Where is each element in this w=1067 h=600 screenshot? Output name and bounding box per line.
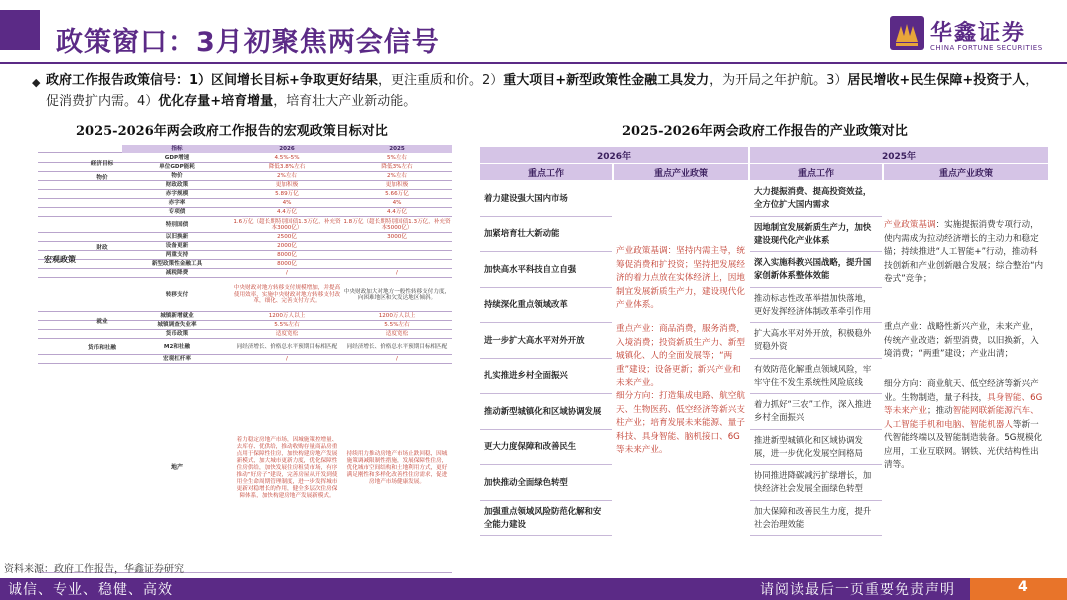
brand-logo: [890, 16, 1060, 56]
summary-point-2-bold: 重大项目+新型政策性金融工具发力: [503, 73, 710, 88]
value-2026: 1200万人以上: [268, 313, 306, 320]
indicator-name: 城镇调查失业率: [157, 322, 197, 329]
indicator-name: 专项债: [168, 209, 186, 216]
title-accent-bar: [0, 10, 40, 50]
work-2025-item: 着力抓好“三农”工作，深入推进乡村全面振兴: [750, 394, 882, 430]
work-2026-item: 持续深化重点领域改革: [480, 288, 612, 324]
policy-2025-key-industries: 重点产业：战略性新兴产业，未来产业，传统产业改造；新型消费，以旧换新，入境消费；“两重”建设；产业出清；: [884, 322, 1039, 359]
policy-2025-sub-directions: 细分方向：商业航天、低空经济等新兴产业。生物制造，量子科技，具身智能、6G等未来产业；推动智能网联新能源汽车、人工智能手机和电脑、智能机器人等新一代智能终端以及智能制造装备。5G规模化应用，工业互联网。钢铁、光伏结构性出清等。: [884, 379, 1043, 470]
left-header-cell: 指标: [122, 145, 232, 153]
header-year-2025: 2025年: [750, 147, 1048, 163]
indicator-name: GDP增速: [164, 155, 190, 162]
value-2025: 1.8万亿（超长期特别国债1.3万亿，补充资本5000亿）: [343, 218, 451, 231]
category-label: 货币和社融: [88, 345, 116, 351]
work-2025-item: 有效防范化解重点领域风险，牢牢守住不发生系统性风险底线: [750, 359, 882, 395]
title-divider: [0, 62, 1067, 64]
indicator-name: 宏观杠杆率: [163, 356, 191, 363]
value-2025: 1200万人以上: [378, 313, 416, 320]
left-table-title: 2025-2026年两会政府工作报告的宏观政策目标对比: [76, 124, 388, 139]
page-number: 4: [1018, 579, 1028, 595]
summary-point-2: ，为开局之年护航。3）: [709, 73, 848, 88]
left-header-cell: 2025: [342, 145, 452, 153]
left-header-cell: 2026: [232, 145, 342, 153]
work-2025-item: 大力提振消费、提高投资效益，全方位扩大国内需求: [750, 181, 882, 217]
logo-text-cn: 华鑫证券: [930, 21, 1027, 46]
work-2025-item: 扩大高水平对外开放，积极稳外贸稳外资: [750, 323, 882, 359]
indicator-name: 减税降费: [165, 270, 189, 277]
value-2025: 2%左右: [386, 173, 408, 180]
value-2026: 8000亿: [277, 252, 297, 259]
summary-point-3: ，促消费扩内需。4）: [46, 73, 1039, 109]
work-2026-item: 更大力度保障和改善民生: [480, 430, 612, 466]
property-2025: 持续用力推动房地产市场止跌回稳，因城施策调减限制性措施，发展保障性住房，优化城市空间结构和土地利用方式，更好满足刚性和多样化改善性住房需求，促进房地产市场健康发展。: [346, 451, 448, 485]
right-table-title: 2025-2026年两会政府工作报告的产业政策对比: [622, 124, 908, 139]
indicator-name: 以旧换新: [165, 234, 189, 241]
macro-policy-table: [38, 145, 452, 575]
work-2026-item: 加紧培育壮大新动能: [480, 217, 612, 253]
indicator-name: 物价: [171, 173, 183, 180]
value-2026: /: [286, 356, 288, 363]
work-2026-item: 加快高水平科技自立自强: [480, 252, 612, 288]
diamond-bullet-icon: ◆: [32, 76, 41, 89]
value-2025: 适度宽松: [385, 331, 409, 338]
value-2025: 中央财政加大对地方一般性转移支付力度，向困难地区和欠发达地区倾斜。: [343, 288, 451, 301]
value-2026: 2500亿: [277, 234, 297, 241]
footer-bar: [0, 578, 1067, 600]
policy-2026-sub-directions: 细分方向：打造集成电路、航空航天、生物医药、低空经济等新兴支柱产业；培育发展未来能源、量子科技、具身智能、脑机接口、6G等未来产业。: [616, 391, 745, 455]
value-2026: 4.4万亿: [276, 209, 298, 216]
category-label: 経济目标: [90, 161, 114, 167]
left-table-header: [38, 145, 452, 153]
logo-text-en: CHINA FORTUNE SECURITIES: [930, 44, 1043, 52]
value-2025: 5.66万亿: [385, 191, 409, 198]
value-2026: 5.89万亿: [275, 191, 299, 198]
header-work-2026: 重点工作: [480, 164, 612, 180]
value-2026: 2000亿: [277, 243, 297, 250]
property-label: 地产: [170, 464, 183, 472]
value-2025: 4%: [392, 200, 402, 207]
header-year-2026: 2026年: [480, 147, 748, 163]
indicator-name: 新型政策性金融工具: [151, 261, 203, 268]
work-2025-item: 因地制宜发展新质生产力，加快建设现代化产业体系: [750, 217, 882, 253]
work-2026-item: 进一步扩大高水平对外开放: [480, 323, 612, 359]
indicator-name: 城镇新增就业: [160, 313, 194, 320]
policy-2025-tone: [884, 219, 1046, 287]
indicator-name: 赤字规模: [165, 191, 189, 198]
policy-2026-key-industries: 重点产业：商品消费，服务消费，入境消费；投资新质生产力、新型城镇化、人的全面发展等；“两重”建设；设备更新；新兴产业和未来产业。: [616, 324, 745, 388]
value-2025: 5%左右: [386, 155, 408, 162]
value-2025: 同经济增长、价格总水平预期目标相匹配: [346, 343, 448, 350]
indicator-name: 特别国债: [165, 221, 189, 228]
macro-policy-label: 宏观政策: [44, 254, 76, 264]
indicator-name: 转移支付: [165, 291, 189, 298]
indicator-name: M2和社融: [163, 343, 191, 350]
value-2026: 更加积极: [275, 182, 299, 189]
page-title: 政策窗口：3月初聚焦两会信号: [56, 27, 440, 58]
value-2025: [342, 260, 452, 269]
indicator-name: 两重支持: [165, 252, 189, 259]
value-2026: 适度宽松: [275, 331, 299, 338]
work-2026-item: 推动新型城镇化和区域协调发展: [480, 394, 612, 430]
category-label: 物价: [96, 174, 108, 181]
work-2026-item: 着力建设强大国内市场: [480, 181, 612, 217]
summary-point-4-bold: 优化存量+培育增量: [158, 94, 274, 109]
indicator-name: 单位GDP能耗: [159, 164, 195, 171]
header-policy-2025: 重点产业政策: [884, 164, 1048, 180]
indicator-name: 设备更新: [165, 243, 189, 250]
summary-point-1: ，更注重质和价。2）: [377, 73, 504, 88]
value-2025: [342, 251, 452, 260]
summary-paragraph: [32, 70, 1046, 112]
indicator-name: 财政政策: [165, 182, 189, 189]
value-2025: [342, 242, 452, 251]
page-header: [0, 0, 1067, 62]
work-2026-item: 加快推动全面绿色转型: [480, 465, 612, 501]
work-2025-item: 推动标志性改革举措加快落地，更好发挥经济体制改革牵引作用: [750, 288, 882, 324]
logo-mark-icon: [890, 16, 924, 50]
property-row: [38, 364, 452, 573]
summary-point-3-bold: 居民增收+民生保障+投资于人: [847, 73, 1026, 88]
indicator-name: 货币政策: [165, 331, 189, 338]
policy-2026-tone: 产业政策基调：坚持内需主导，统筹促消费和扩投资；坚持把发展经济的着力点放在实体经济上，因地制宜发展新质生产力，建设现代化产业体系。: [616, 246, 745, 310]
header-work-2025: 重点工作: [750, 164, 882, 180]
header-policy-2026: 重点产业政策: [614, 164, 748, 180]
summary-point-4: ，培育壮大产业新动能。: [273, 94, 417, 109]
value-2025: 5.5%左右: [384, 322, 410, 329]
value-2025: /: [396, 356, 398, 363]
value-2026: 同经济增长、价格总水平预期目标相匹配: [236, 343, 338, 350]
indicator-name: 赤字率: [168, 200, 186, 207]
value-2026: 4%: [282, 200, 292, 207]
value-2026: 降低3.8%左右: [268, 164, 306, 171]
policy-2025-tone-text: ：实施提振消费专项行动，使内需成为拉动经济增长的主动力和稳定锚；持续推进“人工智能+”行动，推动科技创新和产业创新融合发展；综合整治“内卷式”竞争；: [884, 220, 1044, 284]
value-2026: 中央财政对地方转移支付规模增加，并提高使用效率，实施中央财政对地方转移支付改革，细化、完善支付方式。: [233, 285, 341, 305]
category-label: 財政: [96, 244, 108, 251]
value-2025: /: [396, 270, 398, 277]
policy-2025-tone-label: 产业政策基调: [884, 220, 936, 230]
work-2026-item: 加强重点领域风险防范化解和安全能力建设: [480, 501, 612, 537]
work-2025-item: 深入实施科教兴国战略，提升国家创新体系整体效能: [750, 252, 882, 288]
work-2026-item: 扎实推进乡村全面振兴: [480, 359, 612, 395]
value-2025: 3000亿: [387, 234, 407, 241]
footer-slogan: 诚信、专业、稳健、高效: [8, 582, 173, 598]
industry-policy-table: [480, 147, 1048, 539]
value-2026: 1.6万亿（超长期特别国债1.3万亿，补充资本3000亿）: [233, 218, 341, 231]
value-2025: 4.4万亿: [386, 209, 408, 216]
property-2026: 着力稳定房地产市场，因城施策控增量、去库存、优供给，推动收购存量商品房重点用于保障性住房，加快构建房地产发展新模式，加大城市更新力度，优化保障性住房供给，加快发展住房租赁市场，有序推动“好房子”建设，完善房屋从开发到使用全生命周期管理制度，进一步发挥城市更新对稳增长的作用，健全多层次住房保障体系，加快构建房地产发展新模式。: [236, 437, 338, 499]
summary-point-1-bold: 政府工作报告政策信号：1）区间增长目标+争取更好结果: [46, 73, 378, 88]
work-2025-item: 协同推进降碳减污扩绿增长，加快经济社会发展全面绿色转型: [750, 465, 882, 501]
work-2025-item: 推进新型城镇化和区域协调发展，进一步优化发展空间格局: [750, 430, 882, 466]
value-2025: 更加积极: [385, 182, 409, 189]
value-2026: 4.5%-5%: [274, 155, 300, 162]
value-2025: 降低3%左右: [381, 164, 413, 171]
value-2026: 5.5%左右: [274, 322, 300, 329]
work-2025-item: 加大保障和改善民生力度，提升社会治理效能: [750, 501, 882, 537]
source-note: 资料来源：政府工作报告，华鑫证券研究: [4, 564, 184, 575]
value-2026: 8000亿: [277, 261, 297, 268]
category-label: 就业: [96, 319, 108, 325]
disclaimer-link[interactable]: 请阅读最后一页重要免责声明: [760, 582, 955, 598]
value-2026: 2%左右: [276, 173, 298, 180]
value-2026: /: [286, 270, 288, 277]
